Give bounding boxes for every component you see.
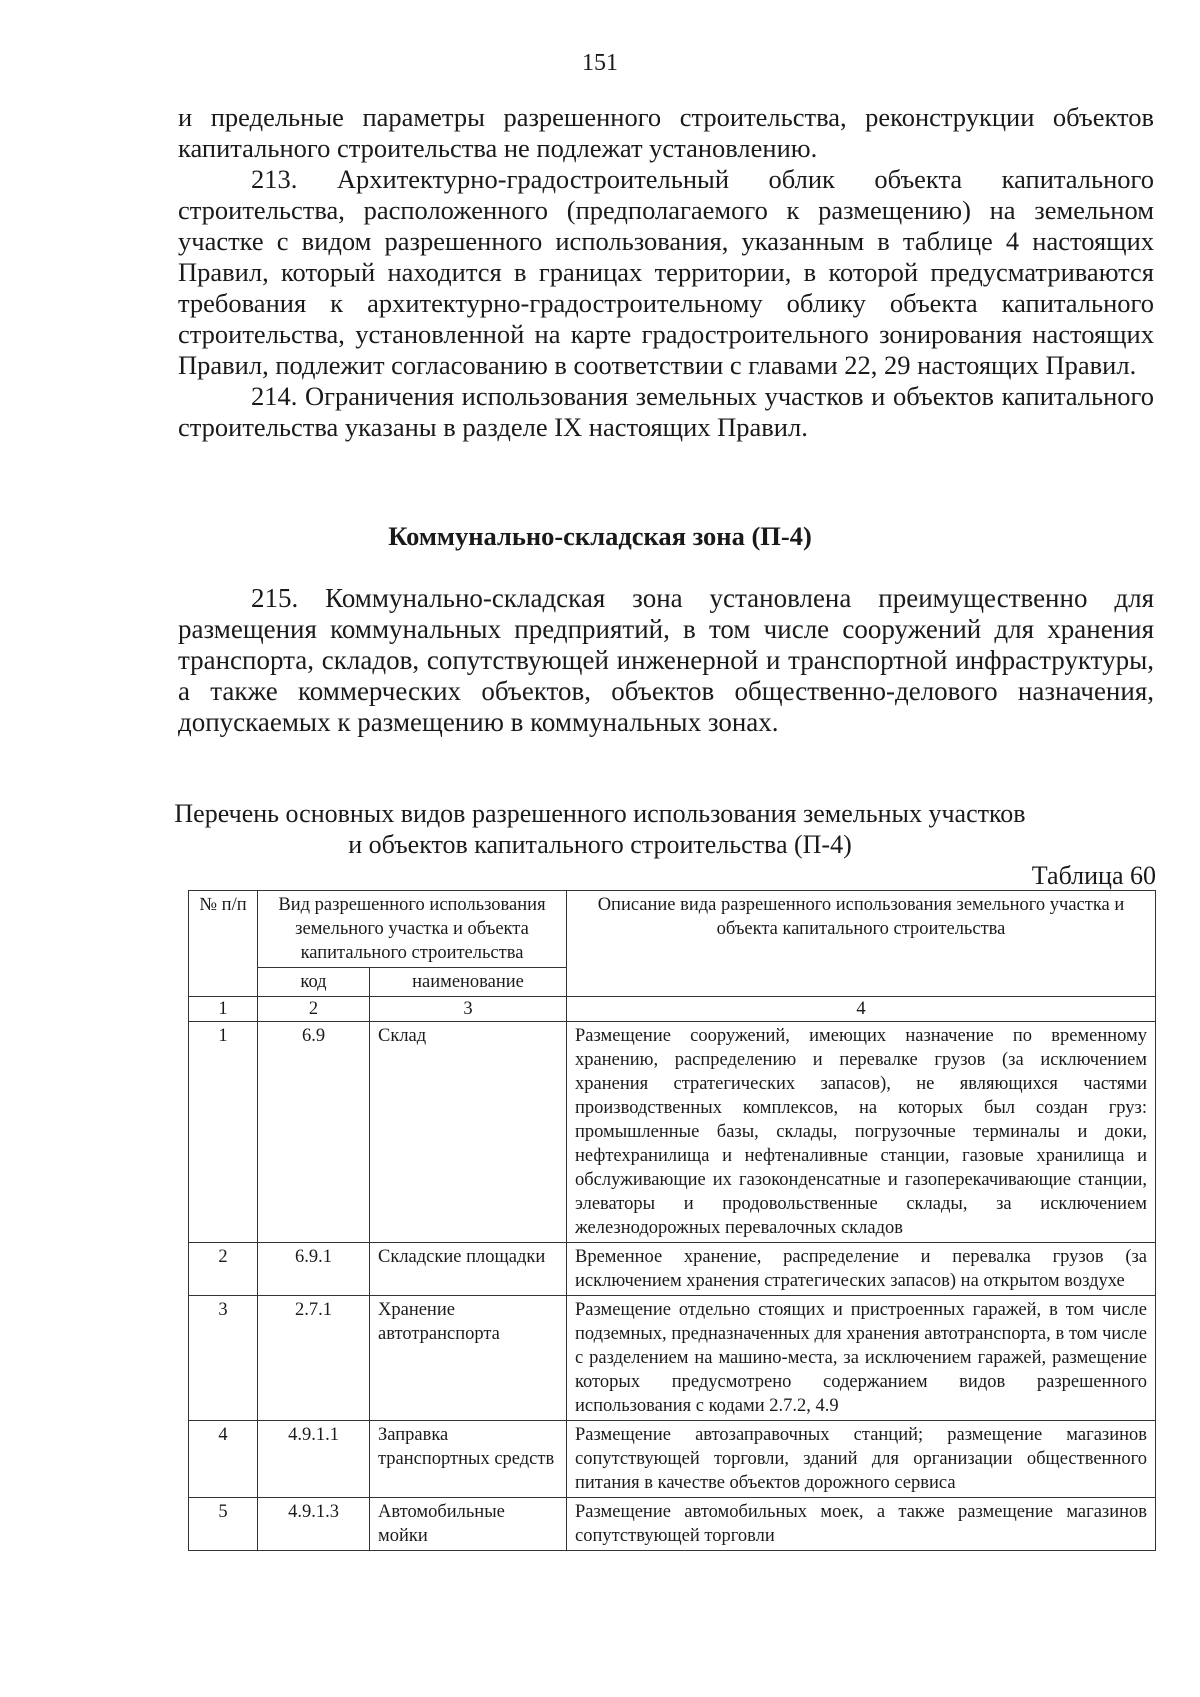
index-cell: 4	[567, 997, 1156, 1022]
header-num: № п/п	[189, 891, 258, 997]
paragraph-214: 214. Ограничения использования земельных участков и объектов капитального строительства указаны в разделе IX настоящих Правил.	[178, 381, 1154, 442]
row-code: 4.9.1.1	[258, 1421, 370, 1498]
row-num: 2	[189, 1243, 258, 1296]
row-desc: Размещение автозаправочных станций; размещение магазинов сопутствующей торговли, зданий для организации общественного питания в качестве объектов дорожного сервиса	[567, 1421, 1156, 1498]
paragraph-213: 213. Архитектурно-градостроительный облик объекта капитального строительства, расположенного (предполагаемого к размещению) на земельном участке с видом разрешенного использования, указанным в таблице 4 настоящих Правил, который находится в границах территории, в которой предусматриваются требования к архитектурно-градостроительному облику объекта капитального строительства, установленной на карте градостроительного зонирования настоящих Правил, подлежит согласованию в соответствии с главами 22, 29 настоящих Правил.	[178, 164, 1154, 380]
row-name: Склад	[370, 1022, 567, 1243]
table-title-line1: Перечень основных видов разрешенного использования земельных участков	[174, 799, 1026, 828]
row-code: 6.9	[258, 1022, 370, 1243]
table-row	[189, 1296, 1156, 1421]
body-text	[178, 102, 1154, 443]
header-desc: Описание вида разрешенного использования земельного участка и объекта капитального строительства	[567, 891, 1156, 997]
row-desc: Размещение автомобильных моек, а также размещение магазинов сопутствующей торговли	[567, 1498, 1156, 1551]
row-name: Складские площадки	[370, 1243, 567, 1296]
row-name: Автомобильные мойки	[370, 1498, 567, 1551]
table-title	[0, 798, 1200, 860]
table-header-row	[189, 891, 1156, 968]
index-cell: 2	[258, 997, 370, 1022]
section-heading: Коммунально-складская зона (П-4)	[388, 521, 812, 551]
table-title-line2: и объектов капитального строительства (П-4)	[348, 830, 852, 859]
header-kind: Вид разрешенного использования земельного участка и объекта капитального строительства	[258, 891, 567, 968]
row-code: 6.9.1	[258, 1243, 370, 1296]
row-name: Хранение автотранспорта	[370, 1296, 567, 1421]
header-code: код	[258, 968, 370, 997]
table-index-row	[189, 997, 1156, 1022]
row-num: 1	[189, 1022, 258, 1243]
table-row	[189, 1421, 1156, 1498]
table-row	[189, 1243, 1156, 1296]
table-row	[189, 1498, 1156, 1551]
row-num: 4	[189, 1421, 258, 1498]
row-code: 2.7.1	[258, 1296, 370, 1421]
table-row	[189, 1022, 1156, 1243]
zone-text	[178, 583, 1154, 738]
row-desc: Размещение сооружений, имеющих назначение по временному хранению, распределению и перевалке грузов (за исключением хранения стратегических запасов), не являющихся частями производственных комплексов, на которых был создан груз: промышленные базы, склады, погрузочные терминалы и доки, нефтехранилища и нефтеналивные станции, газовые хранилища и обслуживающие их газоконденсатные и газоперекачивающие станции, элеваторы и продовольственные склады, за исключением железнодорожных перевалочных складов	[567, 1022, 1156, 1243]
index-cell: 3	[370, 997, 567, 1022]
table-label: Таблица 60	[1031, 861, 1156, 890]
paragraph-continued: и предельные параметры разрешенного строительства, реконструкции объектов капитального строительства не подлежат установлению.	[178, 102, 1154, 163]
header-name: наименование	[370, 968, 567, 997]
row-desc: Временное хранение, распределение и перевалка грузов (за исключением хранения стратегических запасов) на открытом воздухе	[567, 1243, 1156, 1296]
row-num: 5	[189, 1498, 258, 1551]
page-number: 151	[582, 50, 618, 76]
row-num: 3	[189, 1296, 258, 1421]
uses-table	[188, 890, 1156, 1551]
index-cell: 1	[189, 997, 258, 1022]
row-name: Заправка транспортных средств	[370, 1421, 567, 1498]
row-desc: Размещение отдельно стоящих и пристроенных гаражей, в том числе подземных, предназначенных для хранения автотранспорта, в том числе с разделением на машино-места, за исключением гаражей, размещение которых предусмотрено содержанием видов разрешенного использования с кодами 2.7.2, 4.9	[567, 1296, 1156, 1421]
row-code: 4.9.1.3	[258, 1498, 370, 1551]
paragraph-215: 215. Коммунально-складская зона установлена преимущественно для размещения коммунальных предприятий, в том числе сооружений для хранения транспорта, складов, сопутствующей инженерной и транспортной инфраструктуры, а также коммерческих объектов, объектов общественно-делового назначения, допускаемых к размещению в коммунальных зонах.	[178, 583, 1154, 737]
